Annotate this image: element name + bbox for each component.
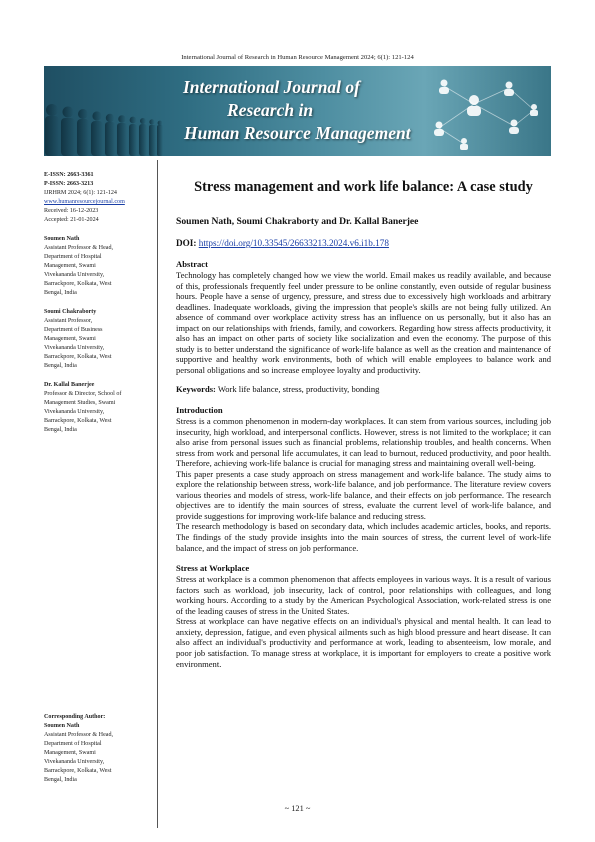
article-title: Stress management and work life balance: A case study [194, 179, 533, 195]
affiliation-line: Department of Hospital [44, 254, 102, 260]
author-name: Dr. Kallal Banerjee [44, 382, 95, 388]
affiliation-line: Assistant Professor & Head, [44, 245, 114, 251]
author-name: Soumi Chakraborty [44, 309, 97, 315]
author-affiliation [44, 308, 154, 371]
author-affiliation [44, 381, 154, 435]
affiliation-line: Assistant Professor & Head, [44, 732, 114, 738]
corresponding-heading: Corresponding Author: [44, 714, 106, 720]
running-head: International Journal of Research in Human Resource Management 2024; 6(1): 121-124 [181, 54, 414, 61]
affiliation-line: Bengal, India [44, 363, 77, 369]
author-name: Soumen Nath [44, 236, 80, 242]
eissn: E-ISSN: 2663-3361 [44, 172, 94, 178]
intro-paragraph: The research methodology is based on secondary data, which includes academic articles, books, and reports. The findings of the study provide insights into the main sources of stress, the current level of work-life balance, and the impact of stress on job performance. [176, 521, 551, 553]
banner-title-line-1: International Journal of [183, 77, 360, 97]
doi-link[interactable]: https://doi.org/10.33545/26633213.2024.v6.i1b.178 [198, 238, 389, 248]
affiliation-line: Management, Swami [44, 263, 96, 269]
accepted-date: Accepted: 21-01-2024 [44, 217, 99, 223]
banner-title-line-3: Human Resource Management [184, 123, 411, 143]
banner-title-line-2: Research in [227, 100, 314, 120]
affiliation-line: Bengal, India [44, 290, 77, 296]
section-heading-stress-at-workplace: Stress at Workplace [176, 563, 250, 574]
article-main [176, 178, 551, 669]
author-affiliation [44, 235, 154, 298]
journal-website-link[interactable]: www.humanresourcejournal.com [44, 199, 125, 205]
keywords-line [176, 384, 551, 395]
section-paragraph: Stress at workplace can have negative effects on an individual's physical and mental health. It can lead to anxiety, depression, fatigue, and even physical ailments such as high blood pressure and heart disease. It can also affect an individual's productivity and performance at work, leading to absenteeism, low morale, and poor job satisfaction. To manage stress at workplace, it is important for employers to create a positive work environment. [176, 616, 551, 669]
abstract-heading: Abstract [176, 259, 208, 269]
column-divider [157, 160, 158, 828]
affiliation-line: Management, Swami [44, 336, 96, 342]
intro-paragraph: This paper presents a case study approach on stress management and work-life balance. The study aims to explore the relationship between stress, work-life balance, and job performance. The literature review covers various theories and models of stress, work-life balance, and their effects on job performance. The research objectives are to identify the main sources of stress, evaluate the current level of work-life balance, and provide suggestions for improving work-life balance and reducing stress. [176, 468, 551, 521]
doi-line [176, 238, 551, 248]
journal-citation: IJRHRM 2024; 6(1): 121-124 [44, 190, 117, 196]
abstract-text: Technology has completely changed how we view the world. Email makes us readily available, and because of this, professionals frequently feel under pressure to be online constantly, even outside of regular business hours. People have a sense of urgency, pressure, and stress due to excessively high workloads and arbitrary deadlines. Inadequate workloads, giving the impression that people's skills are not being fully utilized. An absence of command over workplace activity stress has an influence on us personally, but it also has an impact on our relationships with friends, family, and coworkers. Regarding how stress affects productivity, it also has an impact on other parts of society like socialization and even the economy. The purpose of this study is to better understand the significance of work-life balance as well as the creation and maintenance of supportive and healthy work environments, both of which will enable employees to balance work and personal obligations and so increase employee loyalty and productivity. [176, 270, 551, 375]
affiliation-line: Department of Business [44, 327, 103, 333]
affiliation-line: Barrackpore, Kolkata, West [44, 418, 112, 424]
affiliation-line: Management, Swami [44, 750, 96, 756]
pissn: P-ISSN: 2663-3213 [44, 181, 94, 187]
page-number: ~ 121 ~ [284, 804, 311, 813]
received-date: Received: 16-12-2023 [44, 208, 99, 214]
affiliation-line: Assistant Professor, [44, 318, 93, 324]
affiliation-line: Barrackpore, Kolkata, West [44, 281, 112, 287]
sidebar [44, 171, 154, 435]
affiliation-line: Management Studies, Swami [44, 400, 116, 406]
keywords-label: Keywords: [176, 384, 216, 395]
affiliation-line: Vivekananda University, [44, 759, 105, 765]
affiliation-line: Vivekananda University, [44, 272, 105, 278]
affiliation-line: Professor & Director, School of [44, 391, 122, 397]
affiliation-line: Bengal, India [44, 427, 77, 433]
corresponding-author [44, 713, 154, 785]
corresponding-name: Soumen Nath [44, 723, 80, 729]
introduction-heading: Introduction [176, 405, 223, 416]
affiliation-line: Barrackpore, Kolkata, West [44, 354, 112, 360]
doi-label: DOI: [176, 238, 197, 248]
affiliation-line: Barrackpore, Kolkata, West [44, 768, 112, 774]
affiliation-line: Bengal, India [44, 777, 77, 783]
affiliation-line: Department of Hospital [44, 741, 102, 747]
article-authors: Soumen Nath, Soumi Chakraborty and Dr. Kallal Banerjee [176, 216, 419, 227]
keywords-text: Work life balance, stress, productivity, bonding [217, 384, 380, 395]
journal-banner [44, 66, 551, 156]
affiliation-line: Vivekananda University, [44, 345, 105, 351]
section-paragraph: Stress at workplace is a common phenomenon that affects employees in various ways. It is a result of various factors such as workload, job insecurity, lack of control, poor relationships with colleagues, and long working hours. According to a study by the American Psychological Association, work-related stress is one of the leading causes of stress in the United States. [176, 574, 551, 616]
affiliation-line: Vivekananda University, [44, 409, 105, 415]
intro-paragraph: Stress is a common phenomenon in modern-day workplaces. It can stem from various sources, including job insecurity, high workload, and interpersonal conflicts. However, stress is not limited to the workplace; it can also arise from personal issues such as financial problems, relationship troubles, and health concerns. When stress from work and personal life accumulates, it can lead to burnout, reduced productivity, and poor health. Therefore, achieving work-life balance is crucial for managing stress and maintaining overall well-being. [176, 416, 551, 469]
